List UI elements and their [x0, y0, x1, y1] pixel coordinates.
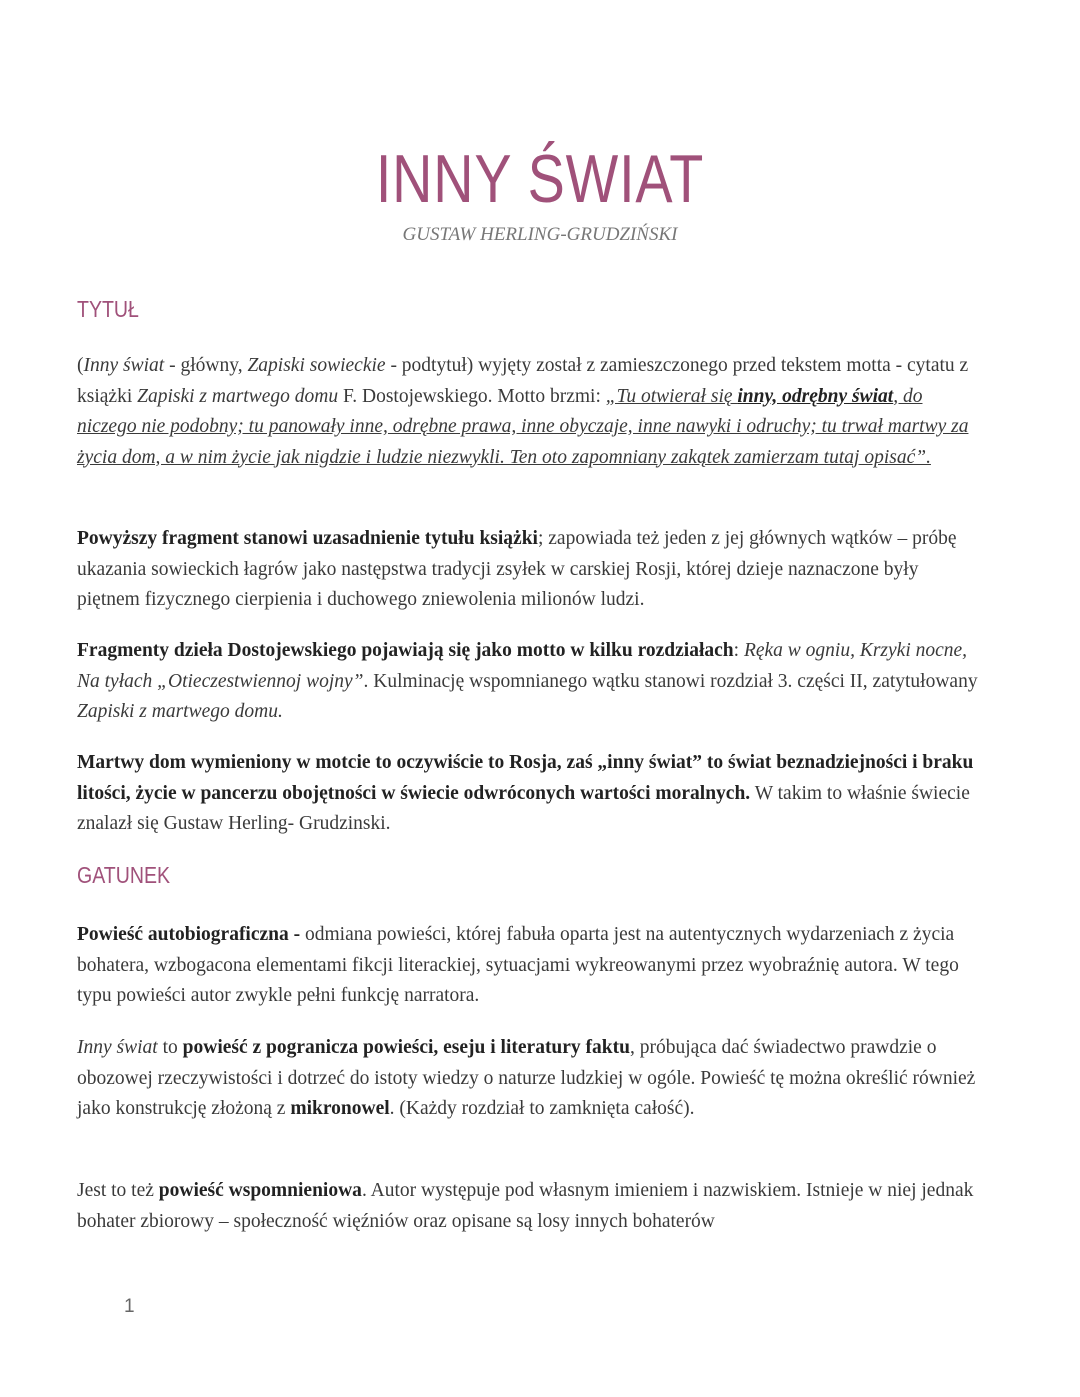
section-heading-tytul: TYTUŁ: [77, 296, 139, 322]
bold-run: powieść wspomnieniowa: [158, 1180, 362, 1201]
text-run: . Kulminację wspomnianego wątku stanowi rozdział 3. części II, zatytułowany: [363, 670, 978, 692]
text-run: . (Każdy rozdział to zamknięta całość).: [389, 1098, 695, 1119]
text-run: Jest to też: [77, 1180, 159, 1201]
italic-run: Zapiski sowieckie: [247, 355, 386, 376]
motto-quote: , do niczego nie podobny; tu panowały inne, odrębne prawa, inne obyczaje, inne nawyki i odruchy; tu trwał martwy za życia dom, a w nim życie jak nigdzie i ludzie niezwykli. Ten oto zapomniany zakątek zamierzam tutaj opisać”.: [77, 385, 969, 468]
bold-run: powieść z pogranicza powieści, eseju i literatury faktu: [182, 1037, 630, 1058]
bold-run: mikronowel: [290, 1098, 390, 1119]
document-title: INNY ŚWIAT: [375, 141, 705, 217]
italic-run: Zapiski z martwego domu: [137, 385, 339, 407]
italic-run: Inny świat: [83, 355, 165, 376]
text-run: :: [733, 640, 744, 661]
motto-quote-bold: inny, odrębny świat: [737, 385, 894, 407]
bold-run: Fragmenty dzieła Dostojewskiego pojawiają się jako motto w kilku rozdziałach: [77, 640, 734, 661]
italic-run: Zapiski z martwego domu.: [77, 701, 283, 722]
paragraph-dead-house: [77, 748, 982, 840]
bold-run: Martwy dom wymieniony w motcie to oczywiście to Rosja, zaś „inny świat” to świat beznadziejności i braku litości, życie w pancerzu obojętności w świecie odwróconych wartości moralnych.: [77, 752, 974, 804]
italic-run: Ręka w ogniu, Krzyki nocne, Na tyłach „Otieczestwiennoj wojny”: [77, 640, 968, 692]
document-author: GUSTAW HERLING-GRUDZIŃSKI: [402, 224, 678, 245]
bold-run: Powieść autobiograficzna -: [77, 924, 301, 945]
bold-run: Powyższy fragment stanowi uzasadnienie tytułu książki: [77, 528, 538, 549]
text-run: to: [157, 1037, 183, 1058]
paragraph-title-justification: [77, 524, 982, 616]
page-number: 1: [124, 1296, 135, 1317]
section-heading-gatunek: GATUNEK: [77, 862, 171, 888]
motto-quote: „Tu otwierał się: [605, 385, 738, 407]
text-run: ; zapowiada też jeden z jej głównych wątków – próbę ukazania sowieckich łagrów jako następstwa tradycji zsyłek w carskiej Rosji, której dzieje naznaczone były piętnem fizycznego cierpienia i duchowego zniewolenia milionów ludzi.: [77, 528, 957, 610]
paragraph-autobiographical-novel: [77, 920, 982, 1012]
paragraph-dostoevsky-fragments: [77, 636, 982, 728]
text-run: - podtytuł) wyjęty został z zamieszczonego przed tekstem motta - cytatu z książki: [77, 355, 969, 407]
paragraph-title-origin: [77, 351, 982, 473]
text-run: (: [77, 355, 84, 376]
text-run: odmiana powieści, której fabuła oparta jest na autentycznych wydarzeniach z życia bohatera, wzbogacona elementami fikcji literackiej, sytuacjami wykreowanymi przez wyobraźnię autora. W tego typu powieści autor zwykle pełni funkcję narratora.: [77, 924, 959, 1006]
text-run: F. Dostojewskiego. Motto brzmi:: [338, 385, 606, 407]
text-run: . Autor występuje pod własnym imieniem i nazwiskiem. Istnieje w niej jednak bohater zbiorowy – społeczność więźniów oraz opisane są losy innych bohaterów: [77, 1180, 974, 1232]
text-run: W takim to właśnie świecie znalazł się Gustaw Herling- Grudzinski.: [77, 782, 970, 834]
text-run: - główny,: [164, 355, 248, 376]
paragraph-genre-border: [77, 1033, 982, 1125]
italic-run: Inny świat: [77, 1037, 158, 1058]
paragraph-memoir-novel: [77, 1176, 982, 1237]
text-run: , próbująca dać świadectwo prawdzie o obozowej rzeczywistości i dotrzeć do istoty wiedzy o naturze ludzkiej w ogóle. Powieść tę można określić również jako konstrukcję złożoną z: [77, 1037, 976, 1119]
